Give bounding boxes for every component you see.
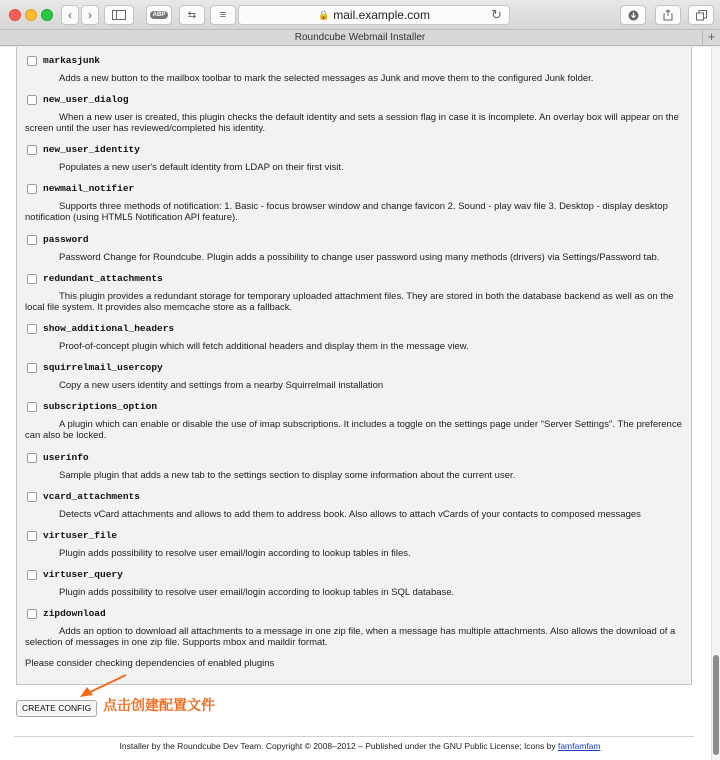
plugins-panel — [16, 47, 692, 685]
plugin-name: virtuser_file — [43, 530, 118, 541]
share-button[interactable] — [655, 5, 681, 25]
plugin-name: new_user_dialog — [43, 94, 129, 105]
plugin-checkbox[interactable] — [27, 570, 37, 580]
footer-divider — [14, 736, 694, 737]
plugin-checkbox[interactable] — [27, 145, 37, 155]
plugin-checkbox[interactable] — [27, 95, 37, 105]
plugin-description: This plugin provides a redundant storage for temporary uploaded attachment files. They are stored in both the database backend as well as on the local file system. It provides also memcache store as a fallback. — [25, 291, 674, 313]
browser-toolbar — [0, 0, 720, 30]
plugin-description: Populates a new user's default identity from LDAP on their first visit. — [59, 162, 344, 173]
tabs-overview-button[interactable] — [688, 5, 714, 25]
adblock-button[interactable] — [146, 5, 172, 25]
sidebar-button[interactable] — [104, 5, 134, 25]
arrows-icon: ⇆ — [187, 9, 197, 21]
plugin-checkbox[interactable] — [27, 274, 37, 284]
reader-button[interactable] — [210, 5, 236, 25]
plugin-description: A plugin which can enable or disable the use of imap subscriptions. It includes a toggle on the settings page under "Server Settings". The preference can also be locked. — [25, 419, 682, 441]
plugin-description: Detects vCard attachments and allows to add them to address book. Also allows to attach vCards of your contacts to composed messages — [59, 509, 641, 520]
reader-icon: ≡ — [219, 9, 227, 21]
url-text: mail.example.com — [333, 8, 430, 22]
plugin-checkbox[interactable] — [27, 609, 37, 619]
extension-button[interactable] — [179, 5, 205, 25]
plugin-name: markasjunk — [43, 55, 101, 66]
forward-button[interactable] — [81, 5, 99, 25]
plugin-checkbox[interactable] — [27, 453, 37, 463]
lock-icon: 🔒 — [318, 9, 330, 20]
close-window-button[interactable] — [9, 9, 21, 21]
plugin-checkbox[interactable] — [27, 492, 37, 502]
footer — [0, 741, 720, 751]
plugin-name: vcard_attachments — [43, 491, 140, 502]
back-button[interactable] — [61, 5, 79, 25]
zoom-window-button[interactable] — [41, 9, 53, 21]
create-config-button[interactable]: CREATE CONFIG — [16, 700, 97, 717]
plugin-description: When a new user is created, this plugin checks the default identity and sets a session flag in case it is incomplete. An overlay box will appear on the screen until the user has reviewed/completed his identity. — [25, 112, 679, 134]
plugin-name: show_additional_headers — [43, 323, 175, 334]
plugin-description: Adds an option to download all attachments to a message in one zip file, when a message has multiple attachments. Also allows the download of a selection of messages in one zip file. Supports mbox and maildir format. — [25, 626, 676, 648]
reload-icon[interactable]: ↻ — [491, 7, 502, 22]
plugin-description: Supports three methods of notification: 1. Basic - focus browser window and change favicon 2. Sound - play wav file 3. Desktop - display desktop notification (using HTML5 Notification API feature). — [25, 201, 668, 223]
new-tab-button[interactable]: + — [702, 30, 720, 45]
plugin-description: Copy a new users identity and settings from a nearby Squirrelmail installation — [59, 380, 384, 391]
footer-text: Installer by the Roundcube Dev Team. Copyright © 2008–2012 – Published under the GNU Public License; Icons by — [119, 741, 558, 751]
plugin-checkbox[interactable] — [27, 184, 37, 194]
scrollbar-thumb[interactable] — [713, 655, 719, 755]
download-button[interactable] — [620, 5, 646, 25]
dependency-note: Please consider checking dependencies of enabled plugins — [25, 658, 275, 669]
plugin-description: Plugin adds possibility to resolve user email/login according to lookup tables in SQL database. — [59, 587, 455, 598]
share-icon — [663, 9, 673, 21]
plugin-description: Proof-of-concept plugin which will fetch additional headers and display them in the message view. — [59, 341, 469, 352]
sidebar-icon — [112, 10, 126, 20]
plugin-checkbox[interactable] — [27, 402, 37, 412]
chevron-right-icon: › — [88, 8, 92, 22]
chevron-left-icon: ‹ — [68, 8, 72, 22]
plugin-name: virtuser_query — [43, 569, 123, 580]
plugin-name: userinfo — [43, 452, 89, 463]
plugin-checkbox[interactable] — [27, 363, 37, 373]
plugin-checkbox[interactable] — [27, 56, 37, 66]
annotation-label: 点击创建配置文件 — [103, 697, 215, 713]
plugin-name: new_user_identity — [43, 144, 140, 155]
plugin-name: newmail_notifier — [43, 183, 135, 194]
plugin-description: Adds a new button to the mailbox toolbar to mark the selected messages as Junk and move them to the configured Junk folder. — [59, 73, 594, 84]
minimize-window-button[interactable] — [25, 9, 37, 21]
plugin-name: redundant_attachments — [43, 273, 163, 284]
page-scrollbar[interactable] — [711, 47, 720, 760]
adblock-icon: ABP — [150, 11, 169, 19]
plugin-description: Password Change for Roundcube. Plugin adds a possibility to change user password using many methods (drivers) via Settings/Password tab. — [59, 252, 660, 263]
tab-bar — [0, 30, 720, 46]
plugin-name: password — [43, 234, 89, 245]
plugin-description: Plugin adds possibility to resolve user email/login according to lookup tables in files. — [59, 548, 411, 559]
plugin-checkbox[interactable] — [27, 324, 37, 334]
plugin-name: squirrelmail_usercopy — [43, 362, 163, 373]
download-icon — [628, 10, 639, 21]
plugin-name: subscriptions_option — [43, 401, 158, 412]
tab-title[interactable]: Roundcube Webmail Installer — [294, 32, 426, 43]
plugin-checkbox[interactable] — [27, 235, 37, 245]
page-content — [0, 47, 720, 760]
plugin-checkbox[interactable] — [27, 531, 37, 541]
plugin-description: Sample plugin that adds a new tab to the settings section to display some information about the current user. — [59, 470, 516, 481]
plugin-name: zipdownload — [43, 608, 106, 619]
tabs-icon — [696, 10, 707, 21]
address-bar[interactable] — [238, 5, 510, 25]
famfamfam-link[interactable]: famfamfam — [557, 741, 601, 751]
